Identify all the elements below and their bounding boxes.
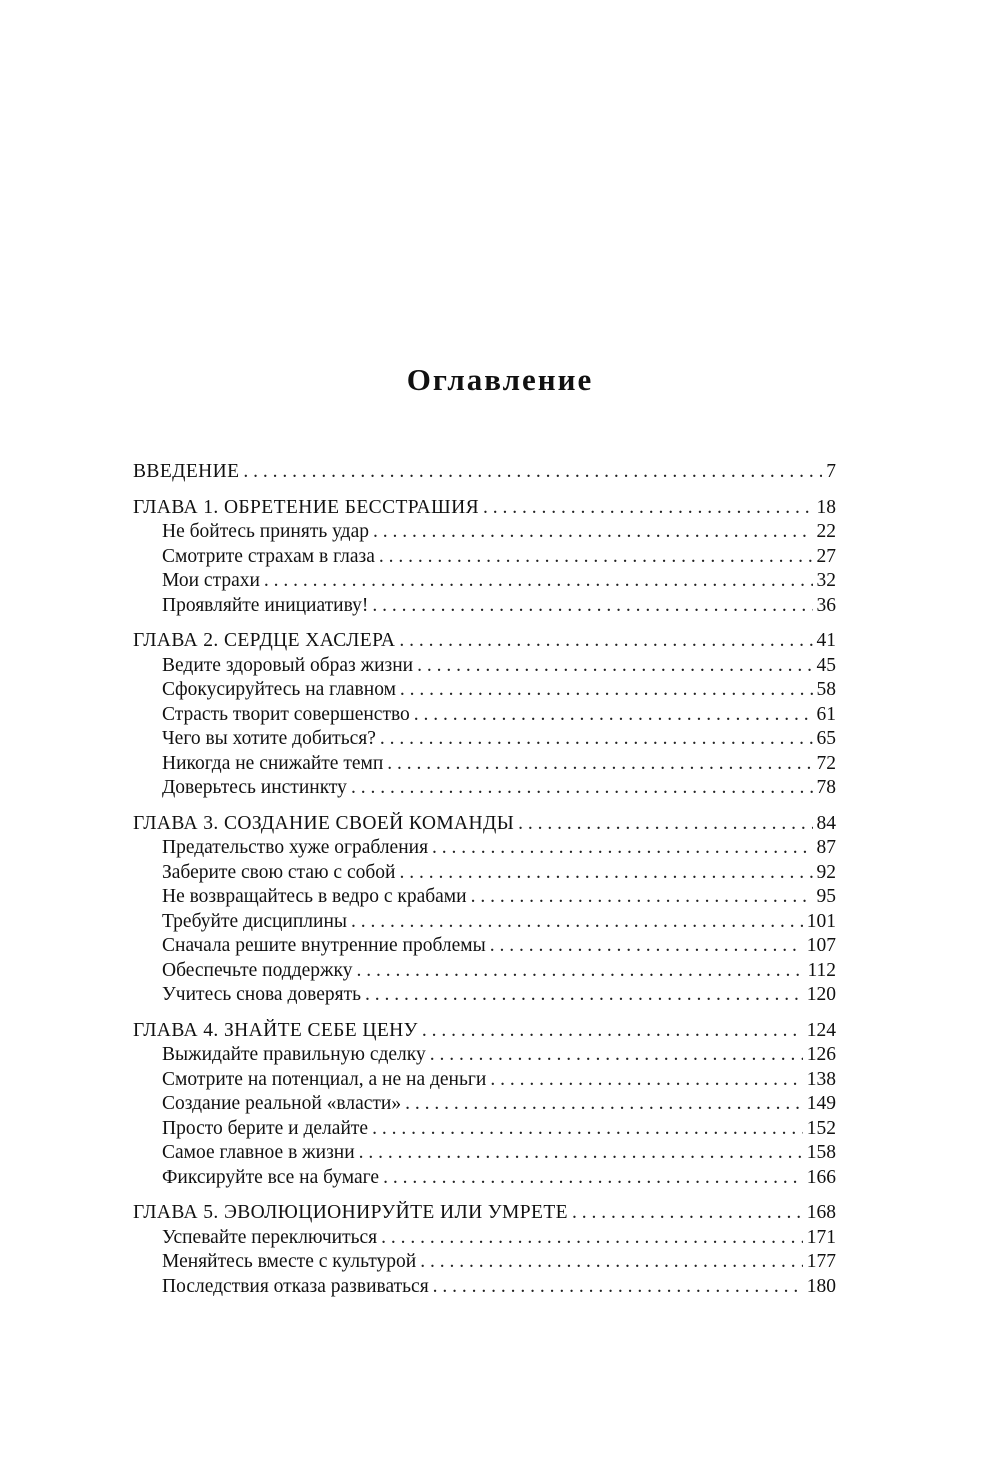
- dot-leader: [518, 812, 812, 837]
- dot-leader: [420, 1250, 803, 1275]
- toc-entry-label: ГЛАВА 2. СЕРДЦЕ ХАСЛЕРА: [133, 630, 396, 651]
- toc-entry-label: Выжидайте правильную сделку: [162, 1044, 426, 1065]
- toc-page-number: 36: [816, 594, 836, 616]
- dot-leader: [359, 1141, 803, 1166]
- toc-page-number: 18: [816, 496, 836, 518]
- toc-entry-label: Требуйте дисциплины: [162, 910, 348, 932]
- toc-page-number: 120: [806, 984, 836, 1005]
- toc-page-number: 27: [816, 545, 836, 567]
- dot-leader: [243, 460, 822, 485]
- toc-entry-label: ГЛАВА 1. ОБРЕТЕНИЕ БЕССТРАШИЯ: [133, 496, 479, 518]
- toc-page-number: 92: [816, 861, 836, 883]
- toc-entry-section[interactable]: [133, 569, 836, 594]
- toc-entry-section[interactable]: [133, 1068, 836, 1093]
- dot-leader: [432, 836, 812, 861]
- toc-entry-section[interactable]: [133, 678, 836, 703]
- dot-leader: [399, 861, 812, 886]
- toc-entry-section[interactable]: [133, 520, 836, 545]
- toc-entry-label: Учитесь снова доверять: [162, 984, 362, 1005]
- toc-entry-label: Создание реальной «власти»: [162, 1093, 402, 1114]
- toc-entry-section[interactable]: [133, 1141, 836, 1166]
- toc-page-number: 124: [806, 1019, 836, 1041]
- toc-entry-chapter-1[interactable]: [133, 496, 836, 521]
- toc-entry-label: Успевайте переключиться: [162, 1226, 378, 1248]
- toc-page-number: 87: [816, 837, 836, 858]
- toc-entry-section[interactable]: [133, 983, 836, 1008]
- dot-leader: [351, 910, 803, 935]
- toc-entry-label: Заберите свою стаю с собой: [162, 861, 396, 883]
- toc-entry-section[interactable]: [133, 1250, 836, 1275]
- dot-leader: [381, 1226, 803, 1251]
- toc-page-number: 22: [816, 521, 836, 542]
- toc-page-number: 171: [806, 1226, 836, 1248]
- toc-entry-section[interactable]: [133, 752, 836, 777]
- dot-leader: [379, 545, 813, 570]
- toc-page-number: 45: [816, 654, 836, 676]
- dot-leader: [372, 1117, 803, 1142]
- toc-entry-section[interactable]: [133, 1092, 836, 1117]
- dot-leader: [417, 654, 812, 679]
- toc-entry-label: Смотрите на потенциал, а не на деньги: [162, 1068, 487, 1090]
- toc-page-number: 78: [816, 777, 836, 798]
- dot-leader: [405, 1092, 803, 1117]
- toc-page-number: 158: [806, 1142, 836, 1163]
- toc-entry-label: Обеспечьте поддержку: [162, 959, 353, 981]
- toc-entry-label: Последствия отказа развиваться: [162, 1275, 429, 1297]
- table-of-contents: [133, 460, 836, 1310]
- chapter-list: [133, 496, 836, 1300]
- toc-entry-label: Просто берите и делайте: [162, 1117, 369, 1139]
- toc-entry-chapter-4[interactable]: [133, 1019, 836, 1044]
- intro-block: [133, 460, 836, 485]
- toc-entry-section[interactable]: [133, 1117, 836, 1142]
- toc-entry-label: Доверьтесь инстинкту: [162, 777, 347, 798]
- toc-page-number: 101: [806, 910, 836, 932]
- toc-entry-label: Самое главное в жизни: [162, 1142, 355, 1163]
- dot-leader: [422, 1019, 803, 1044]
- toc-entry-label: Проявляйте инициативу!: [162, 594, 369, 616]
- dot-leader: [365, 983, 803, 1008]
- dot-leader: [490, 934, 803, 959]
- chapter-block: [133, 1201, 836, 1299]
- toc-page-number: 149: [806, 1093, 836, 1114]
- chapter-block: [133, 812, 836, 1008]
- toc-page-number: 126: [806, 1044, 836, 1065]
- toc-entry-label: ГЛАВА 3. СОЗДАНИЕ СВОЕЙ КОМАНДЫ: [133, 812, 515, 834]
- toc-page-number: 72: [816, 752, 836, 774]
- toc-page-number: 177: [806, 1251, 836, 1272]
- dot-leader: [351, 776, 813, 801]
- toc-entry-label: Страсть творит совершенство: [162, 703, 410, 725]
- dot-leader: [399, 629, 812, 654]
- toc-page-number: 152: [806, 1117, 836, 1139]
- toc-entry-label: ГЛАВА 5. ЭВОЛЮЦИОНИРУЙТЕ ИЛИ УМРЕТЕ: [133, 1202, 568, 1223]
- dot-leader: [387, 752, 812, 777]
- toc-entry-label: Сначала решите внутренние проблемы: [162, 935, 486, 956]
- toc-entry-section[interactable]: [133, 545, 836, 570]
- toc-entry-label: Не бойтесь принять удар: [162, 521, 369, 542]
- toc-page-number: 138: [806, 1068, 836, 1090]
- chapter-block: [133, 1019, 836, 1191]
- toc-entry-section[interactable]: [133, 934, 836, 959]
- dot-leader: [373, 520, 813, 545]
- toc-page-number: 112: [807, 959, 836, 981]
- toc-entry-chapter-2[interactable]: [133, 629, 836, 654]
- dot-leader: [490, 1068, 802, 1093]
- dot-leader: [383, 1166, 803, 1191]
- toc-page-number: 84: [816, 812, 836, 834]
- toc-page-number: 180: [806, 1275, 836, 1297]
- toc-entry-chapter-3[interactable]: [133, 812, 836, 837]
- toc-entry-label: Мои страхи: [162, 570, 260, 591]
- toc-entry-label: Не возвращайтесь в ведро с крабами: [162, 886, 467, 907]
- toc-entry-section[interactable]: [133, 836, 836, 861]
- toc-entry-section[interactable]: [133, 861, 836, 886]
- toc-entry-chapter-5[interactable]: [133, 1201, 836, 1226]
- dot-leader: [372, 594, 812, 619]
- toc-entry-section[interactable]: [133, 885, 836, 910]
- toc-entry-intro[interactable]: [133, 460, 836, 485]
- dot-leader: [264, 569, 813, 594]
- toc-entry-label: Чего вы хотите добиться?: [162, 728, 376, 749]
- toc-page-number: 168: [806, 1202, 836, 1223]
- toc-entry-label: Сфокусируйтесь на главном: [162, 679, 396, 700]
- toc-entry-label: Смотрите страхам в глаза: [162, 545, 375, 567]
- toc-entry-section[interactable]: [133, 1166, 836, 1191]
- toc-entry-label: Предательство хуже ограбления: [162, 837, 429, 858]
- toc-entry-section[interactable]: [133, 910, 836, 935]
- toc-entry-section[interactable]: [133, 959, 836, 984]
- chapter-block: [133, 496, 836, 619]
- toc-entry-label: ВВЕДЕНИЕ: [133, 461, 240, 482]
- toc-page-number: 7: [826, 461, 836, 482]
- toc-entry-label: Меняйтесь вместе с культурой: [162, 1251, 417, 1272]
- toc-page-number: 61: [816, 703, 836, 725]
- toc-entry-section[interactable]: [133, 1226, 836, 1251]
- toc-entry-section[interactable]: [133, 727, 836, 752]
- toc-entry-section[interactable]: [133, 1043, 836, 1068]
- toc-page-number: 32: [816, 570, 836, 591]
- dot-leader: [433, 1275, 803, 1300]
- toc-entry-label: Фиксируйте все на бумаге: [162, 1166, 380, 1188]
- toc-page-number: 95: [816, 886, 836, 907]
- dot-leader: [572, 1201, 803, 1226]
- dot-leader: [414, 703, 813, 728]
- toc-page-number: 65: [816, 728, 836, 749]
- toc-entry-section[interactable]: [133, 654, 836, 679]
- toc-page-number: 107: [806, 935, 836, 956]
- dot-leader: [400, 678, 813, 703]
- toc-entry-section[interactable]: [133, 594, 836, 619]
- toc-entry-label: ГЛАВА 4. ЗНАЙТЕ СЕБЕ ЦЕНУ: [133, 1019, 418, 1041]
- toc-page-number: 41: [816, 630, 836, 651]
- chapter-block: [133, 629, 836, 801]
- toc-entry-label: Никогда не снижайте темп: [162, 752, 384, 774]
- dot-leader: [483, 496, 813, 521]
- toc-page-number: 58: [816, 679, 836, 700]
- dot-leader: [356, 959, 803, 984]
- toc-entry-section[interactable]: [133, 776, 836, 801]
- dot-leader: [380, 727, 813, 752]
- page-title: Оглавление: [406, 362, 594, 397]
- toc-entry-label: Ведите здоровый образ жизни: [162, 654, 414, 676]
- toc-page-number: 166: [806, 1166, 836, 1188]
- dot-leader: [430, 1043, 803, 1068]
- toc-entry-section[interactable]: [133, 1275, 836, 1300]
- dot-leader: [471, 885, 813, 910]
- toc-entry-section[interactable]: [133, 703, 836, 728]
